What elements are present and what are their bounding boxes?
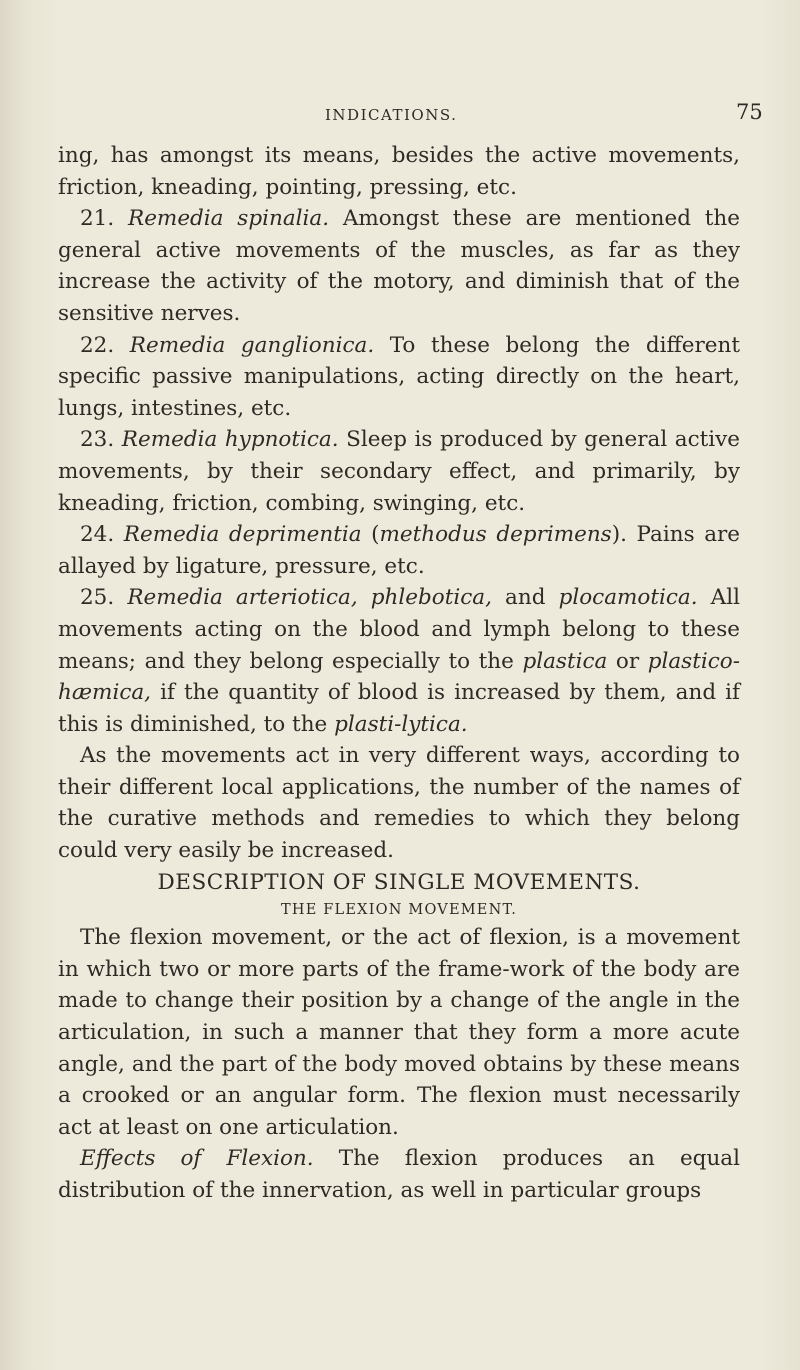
running-head [0,100,800,130]
item-term: plocamotica. [558,585,698,611]
item-term: Remedia ganglionica. [129,332,375,358]
flexion-text: The flexion movement, or the act of flexion, is a movement in which two or more parts of the frame-work of the body are made to change their position by a change of the angle in the articulation, in such a manner that they form a more acute angle, and the part of the body moved obtains by these means a crooked or an angular form. The flexion must necessarily act at least on one articulation. [58,925,740,1140]
effects-text: The flexion produces an equal distribution of the innervation, as well in particular groups [58,1146,740,1203]
item-text: if the quantity of blood is increased by them, and if this is diminished, to the [58,680,740,737]
item-number: 25. [80,585,115,611]
item-term: Remedia hypnotica. [121,427,339,453]
item-term: plasti-lytica. [334,711,468,737]
effects-term: Effects of Flexion. [80,1146,314,1172]
item-term: plastico-hæmica, [58,648,740,706]
closing-paragraph [58,740,740,866]
section-subheading: THE FLEXION MOVEMENT. [280,902,518,919]
item-text: Sleep is produced by general active movements, by their secondary effect, and primarily, by kneading, friction, combing, swinging, etc. [58,427,741,516]
continuation-paragraph [58,140,740,203]
item-24: 24. Remedia deprimentia (methodus deprimens). Pains are allayed by ligature, pressure, etc. [58,522,741,579]
continuation-text: ing, has amongst its means, besides the active movements, friction, kneading, pointing, pressing, etc. [58,143,740,200]
effects-paragraph [58,1143,740,1206]
item-alt-term: methodus deprimens [379,522,612,548]
item-term: Remedia spinalia. [128,206,330,232]
page-number: 75 [736,100,763,124]
item-text: Amongst these are mentioned the general active movements of the muscles, as far as they increase the activity of the motory, and diminish that of the sensitive nerves. [58,206,740,326]
body-text [58,140,740,1207]
closing-text: As the movements act in very different ways, according to their different local applications, the number of the names of the curative methods and remedies to which they belong could very easily be increased. [58,743,740,864]
flexion-paragraph [58,922,740,1143]
item-number: 23. [80,427,115,453]
item-21 [58,203,740,329]
running-title: INDICATIONS. [325,106,458,124]
item-term: Remedia deprimentia [123,522,362,548]
item-term: plastica [522,648,608,674]
item-number: 22. [80,332,115,358]
item-conjunction: or [615,648,640,674]
item-25 [58,582,740,740]
item-term: phlebotica, [370,585,492,611]
section-heading: DESCRIPTION OF SINGLE MOVEMENTS. [157,869,641,895]
item-term: Remedia arteriotica, [127,585,358,611]
item-22 [58,330,740,425]
item-23 [58,424,740,519]
item-text: All movements acting on the blood and lymph belong to these means; and they belong especially to the [58,585,740,674]
item-conjunction: and [505,585,546,611]
item-text: To these belong the different specific passive manipulations, acting directly on the heart, lungs, intestines, etc. [58,332,740,421]
item-text: Pains are allayed by ligature, pressure, etc. [58,522,741,579]
item-number: 24. [80,522,115,548]
item-number: 21. [80,206,115,232]
